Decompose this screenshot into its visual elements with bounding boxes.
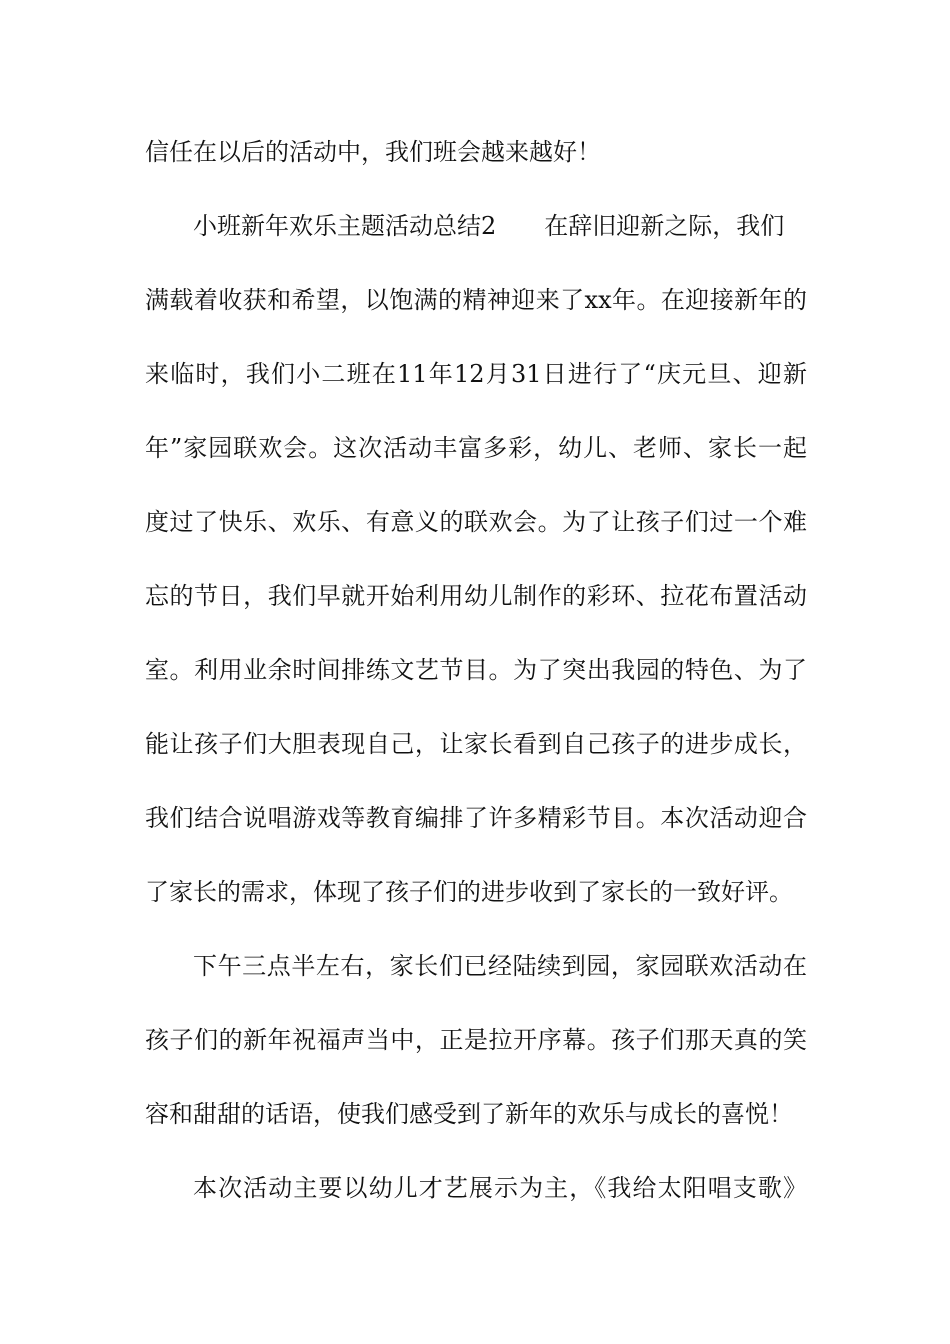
text-line: 本次活动主要以幼儿才艺展示为主，《我给太阳唱支歌》	[193, 1174, 807, 1202]
document-body	[145, 128, 807, 1238]
text-line	[145, 202, 807, 276]
section-heading: 小班新年欢乐主题活动总结2	[193, 212, 497, 240]
text-line: 了家长的需求，体现了孩子们的进步收到了家长的一致好评。	[145, 878, 793, 906]
text-line: 忘的节日，我们早就开始利用幼儿制作的彩环、拉花布置活动	[145, 582, 807, 610]
line-text: 信任在以后的活动中，我们班会越来越好！	[145, 138, 601, 166]
text-line: 来临时，我们小二班在11年12月31日进行了“庆元旦、迎新	[145, 360, 807, 388]
text-line: 室。利用业余时间排练文艺节目。为了突出我园的特色、为了	[145, 656, 807, 684]
text-line: 我们结合说唱游戏等教育编排了许多精彩节目。本次活动迎合	[145, 804, 807, 832]
text-line: 下午三点半左右，家长们已经陆续到园，家园联欢活动在	[193, 952, 807, 980]
text-line: 度过了快乐、欢乐、有意义的联欢会。为了让孩子们过一个难	[145, 508, 807, 536]
text-line: 满载着收获和希望，以饱满的精神迎来了xx年。在迎接新年的	[145, 286, 807, 314]
text-line: 年”家园联欢会。这次活动丰富多彩，幼儿、老师、家长一起	[145, 434, 807, 462]
line-text: 在辞旧迎新之际，我们	[544, 212, 785, 240]
text-line: 孩子们的新年祝福声当中，正是拉开序幕。孩子们那天真的笑	[145, 1026, 807, 1054]
text-line	[145, 128, 807, 202]
text-line: 能让孩子们大胆表现自己，让家长看到自己孩子的进步成长，	[145, 730, 807, 758]
text-line: 容和甜甜的话语，使我们感受到了新年的欢乐与成长的喜悦！	[145, 1100, 793, 1128]
